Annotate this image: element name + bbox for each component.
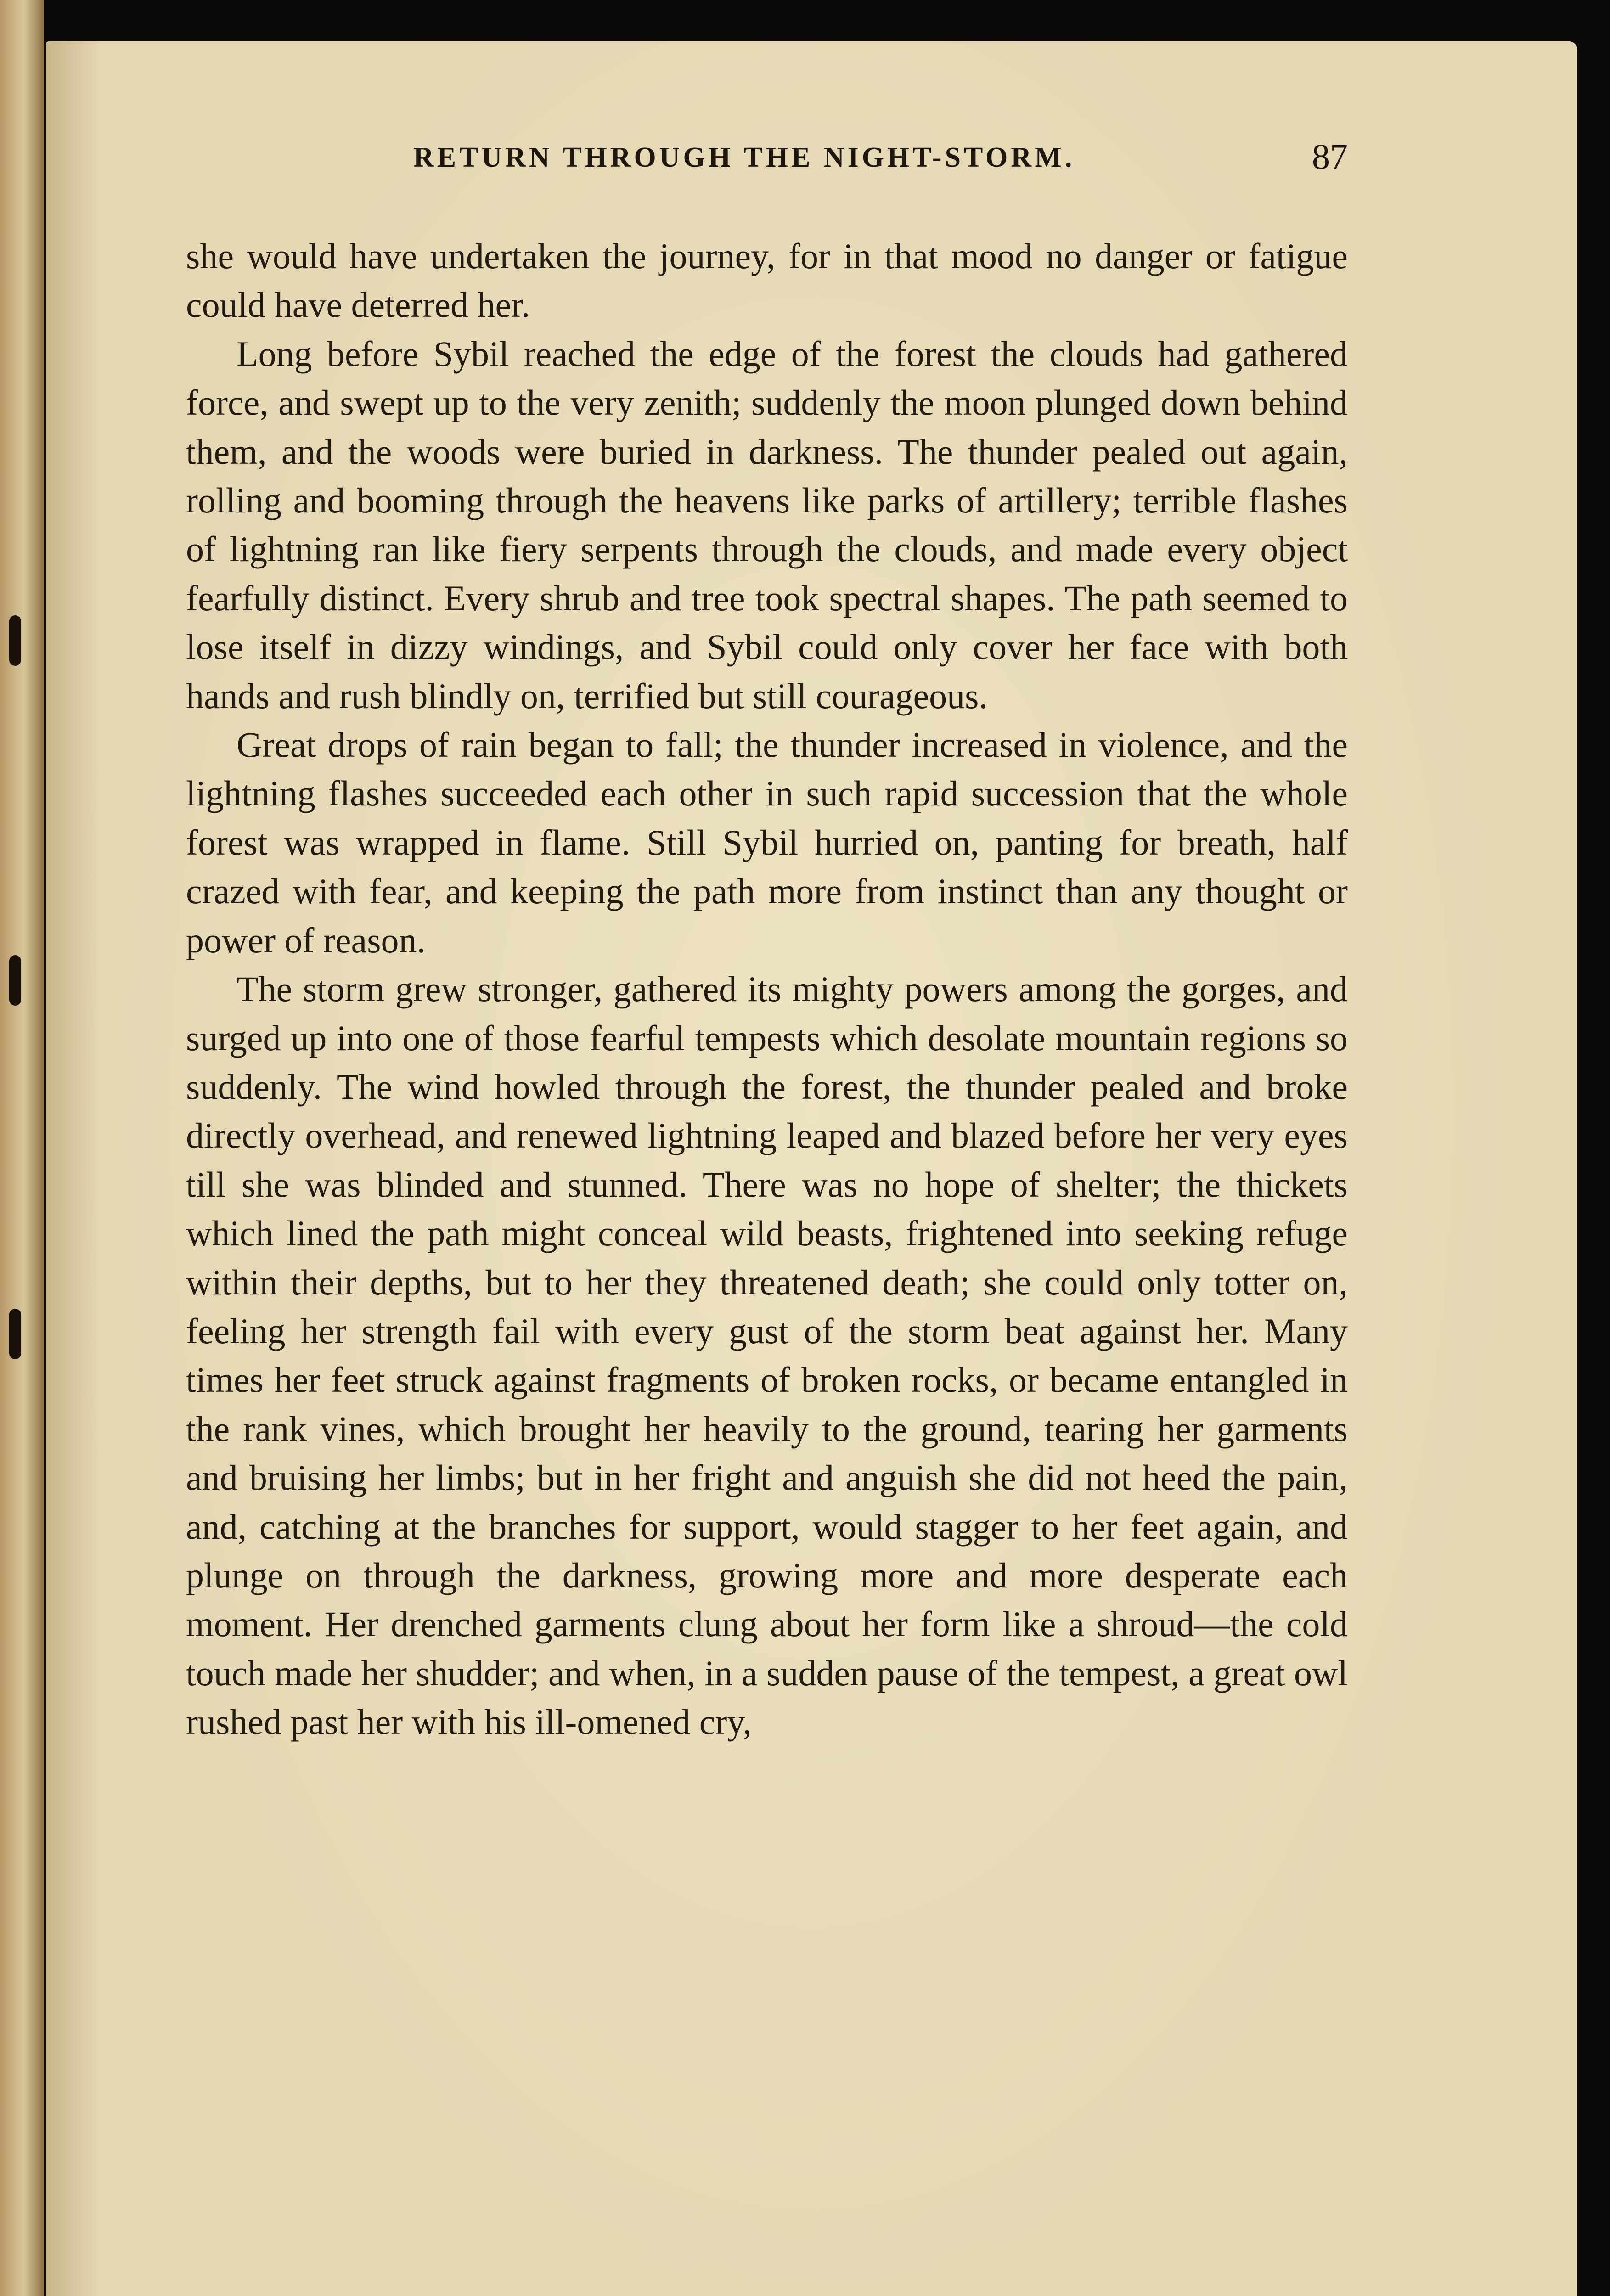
paragraph-2: Long before Sybil reached the edge of the forest the clouds had gathered force, and swept up to the very zenith; suddenly the moon plunged down behind them, and the woods were buried in darkness. The thunder pealed out again, rolling and booming through the heavens like parks of artillery; terrible flashes of lightning ran like fiery serpents through the clouds, and made every object fearfully distinct. Every shrub and tree took spectral shapes. The path seemed to lose itself in dizzy windings, and Sybil could only cover her face with both hands and rush blindly on, terrified but still courageous.	[186, 333, 1348, 716]
book-spine	[0, 0, 44, 2296]
body-text	[186, 232, 1348, 1747]
paragraph-3: Great drops of rain began to fall; the thunder increased in violence, and the lightning flashes succeeded each other in such rapid succession that the whole forest was wrapped in flame. Still Sybil hurried on, panting for breath, half crazed with fear, and keeping the path more from instinct than any thought or power of reason.	[186, 725, 1348, 960]
binding-hole	[9, 615, 21, 666]
page-header	[179, 133, 1348, 184]
page-number: 87	[1312, 136, 1348, 176]
paragraph-1: she would have undertaken the journey, for in that mood no danger or fatigue could have deterred her.	[186, 236, 1348, 325]
paragraph-4: The storm grew stronger, gathered its mighty powers among the gorges, and surged up into one of those fearful tempests which desolate mountain regions so suddenly. The wind howled through the forest, the thunder pealed and broke directly overhead, and renewed lightning leaped and blazed before her very eyes till she was blinded and stunned. There was no hope of shelter; the thickets which lined the path might conceal wild beasts, frightened into seeking refuge within their depths, but to her they threatened death; she could only totter on, feeling her strength fail with every gust of the storm beat against her. Many times her feet struck against fragments of broken rocks, or became entangled in the rank vines, which brought her heavily to the ground, tearing her garments and bruising her limbs; but in her fright and anguish she did not heed the pain, and, catching at the branches for support, would stagger to her feet again, and plunge on through the darkness, growing more and more desperate each moment. Her drenched garments clung about her form like a shroud—the cold touch made her shudder; and when, in a sudden pause of the tempest, a great owl rushed past her with his ill-omened cry,	[186, 969, 1348, 1742]
running-head: RETURN THROUGH THE NIGHT-STORM.	[413, 142, 1075, 173]
binding-hole	[9, 955, 21, 1006]
binding-hole	[9, 1309, 21, 1359]
